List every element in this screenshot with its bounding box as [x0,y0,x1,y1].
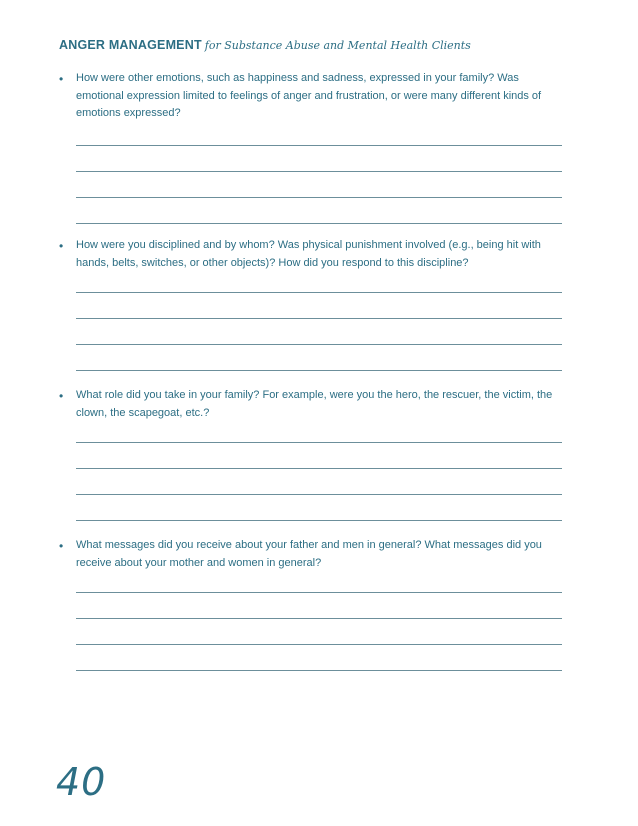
answer-line[interactable] [76,197,562,198]
answer-line[interactable] [76,344,562,345]
answer-line[interactable] [76,370,562,371]
answer-line[interactable] [76,520,562,521]
answer-line[interactable] [76,618,562,619]
question-text: What messages did you receive about your father and men in general? What messages did you receive about your mother and women in general? [76,539,542,569]
answer-line[interactable] [76,223,562,224]
book-title: ANGER MANAGEMENT [59,38,202,52]
bullet-icon: • [59,239,64,253]
bullet-icon: • [59,72,64,86]
answer-line[interactable] [76,494,562,495]
book-subtitle: for Substance Abuse and Mental Health Clients [204,39,471,52]
bullet-icon: • [59,539,64,553]
question-text: How were other emotions, such as happiness and sadness, expressed in your family? Was emotional expression limited to feelings of anger and frustration, or were many different kinds of emotions expressed? [76,72,542,119]
answer-line[interactable] [76,171,562,172]
answer-line[interactable] [76,318,562,319]
question-text: What role did you take in your family? For example, were you the hero, the rescuer, the victim, the clown, the scapegoat, etc.? [76,389,553,419]
running-header [59,37,471,54]
answer-line[interactable] [76,468,562,469]
answer-line[interactable] [76,670,562,671]
question-text: How were you disciplined and by whom? Was physical punishment involved (e.g., being hit with hands, belts, switches, or other objects)? How did you respond to this discipline? [76,239,541,269]
answer-line[interactable] [76,644,562,645]
answer-line[interactable] [76,145,562,146]
answer-line[interactable] [76,442,562,443]
answer-line[interactable] [76,592,562,593]
page-number: 40 [56,760,107,804]
bullet-icon: • [59,389,64,403]
answer-line[interactable] [76,292,562,293]
